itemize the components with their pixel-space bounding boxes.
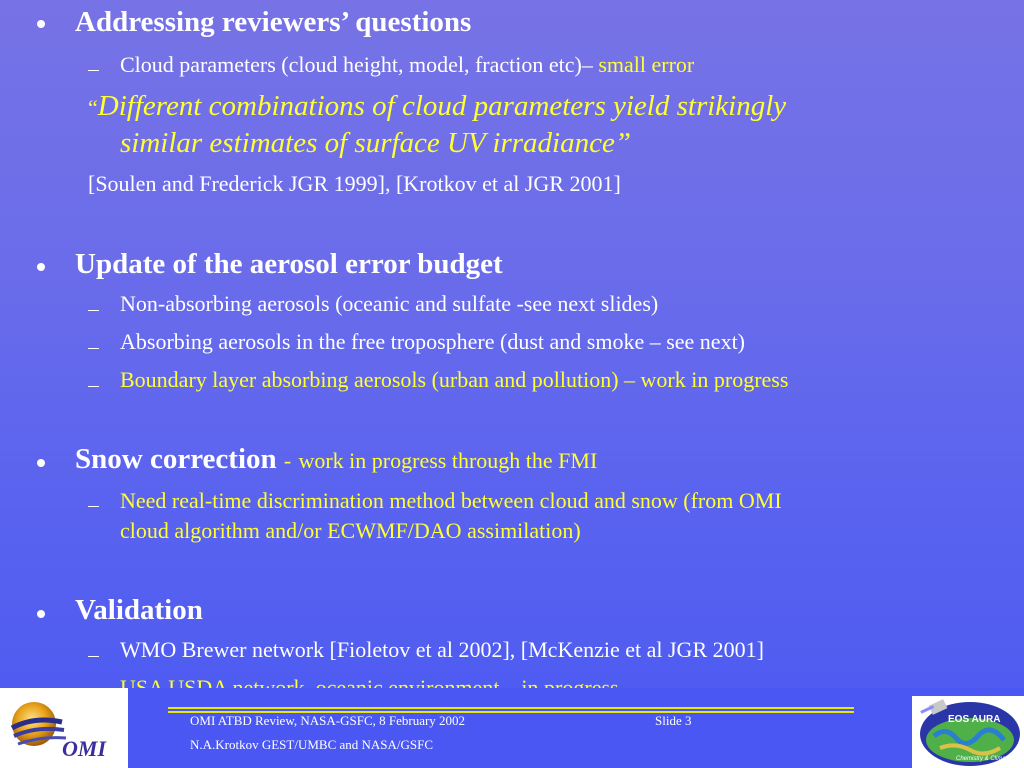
snow-note: work in progress through the FMI	[298, 448, 598, 473]
footer-bar	[0, 688, 1024, 768]
quote-open-mark: “	[88, 95, 98, 120]
dash-icon	[88, 70, 99, 71]
eos-aura-title: EOS AURA	[948, 714, 1001, 725]
snow-title-text: Snow correction	[75, 443, 277, 475]
footer-review-info: OMI ATBD Review, NASA-GSFC, 8 February 2002	[190, 713, 466, 728]
dash-icon	[88, 348, 99, 349]
snow-item-line-2: cloud algorithm and/or ECWMF/DAO assimilation)	[120, 518, 581, 543]
dash-icon	[88, 656, 99, 657]
bullet-icon	[37, 459, 45, 467]
snow-separator: -	[283, 448, 292, 473]
bullet-icon	[37, 20, 45, 28]
eos-aura-logo	[912, 696, 1024, 768]
dash-icon	[88, 310, 99, 311]
validation-item-1: WMO Brewer network [Fioletov et al 2002], [McKenzie et al JGR 2001]	[120, 637, 764, 662]
citation-text: [Soulen and Frederick JGR 1999], [Krotkov et al JGR 2001]	[88, 171, 621, 196]
eos-aura-subtitle: Chemistry & Climate	[956, 756, 1011, 762]
cloud-parameters-item	[120, 54, 694, 76]
footer-author: N.A.Krotkov GEST/UMBC and NASA/GSFC	[190, 737, 434, 752]
quote-block	[88, 88, 786, 126]
dash-icon	[88, 386, 99, 387]
bullet-icon	[37, 610, 45, 618]
snow-item-line-1: Need real-time discrimination method between cloud and snow (from OMI	[120, 488, 782, 513]
footer-slide-number: Slide 3	[655, 713, 692, 728]
bullet-icon	[37, 263, 45, 271]
aerosol-item-1: Non-absorbing aerosols (oceanic and sulfate -see next slides)	[120, 291, 659, 316]
aerosol-item-3: Boundary layer absorbing aerosols (urban and pollution) – work in progress	[120, 367, 789, 392]
small-error-text: small error	[598, 52, 695, 77]
omi-logo	[0, 688, 128, 768]
cloud-parameters-text: Cloud parameters (cloud height, model, fraction etc)–	[120, 52, 593, 77]
section-title-snow	[75, 445, 597, 474]
omi-logo-text: OMI	[62, 736, 107, 761]
section-title-validation: Validation	[75, 594, 203, 626]
quote-line-1: Different combinations of cloud parameters yield strikingly	[97, 90, 787, 122]
dash-icon	[88, 506, 99, 507]
section-title-reviewers: Addressing reviewers’ questions	[75, 6, 472, 38]
section-title-aerosol: Update of the aerosol error budget	[75, 248, 503, 280]
aerosol-item-2: Absorbing aerosols in the free troposphere (dust and smoke – see next)	[120, 329, 746, 354]
quote-line-2: similar estimates of surface UV irradiance”	[120, 127, 631, 159]
footer-stripe	[168, 707, 854, 709]
